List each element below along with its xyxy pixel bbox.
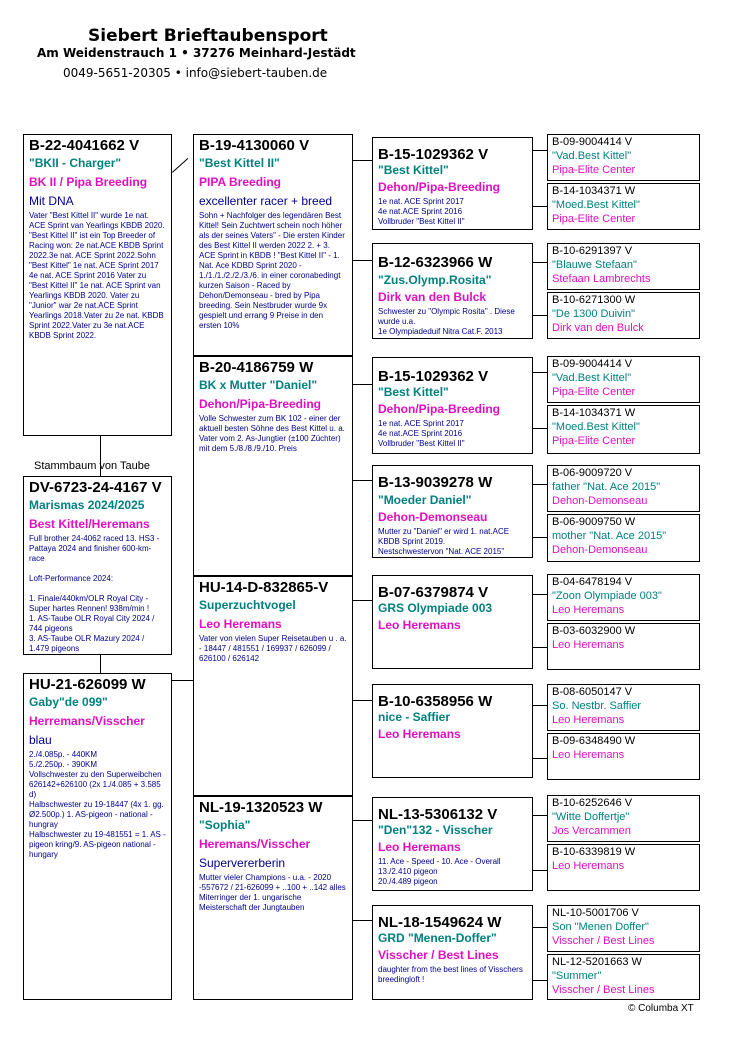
ring-number: B-07-6379874 V xyxy=(378,584,489,601)
ring-number: B-20-4186759 W xyxy=(199,359,314,376)
pigeon-info: Mutter vieler Champions - u.a. - 2020 -557672 / 21-626099 + ..100 + ..142 alles Miterringer der 1. ungarische Meisterschaft der Jungtauben xyxy=(199,873,346,912)
pigeon-name: "Vad.Best Kittel" xyxy=(552,150,632,162)
breeder-title: Siebert Brieftaubensport xyxy=(88,26,328,46)
breeder: Leo Heremans xyxy=(199,617,282,631)
breeder: Dehon/Pipa-Breeding xyxy=(199,397,322,411)
stammbaum-label: Stammbaum von Taube xyxy=(34,460,150,472)
extra-note: blau xyxy=(29,733,52,747)
pigeon-name: "Zus.Olymp.Rosita" xyxy=(378,273,492,287)
breeder-address: Am Weidenstrauch 1 • 37276 Meinhard-Jestädt xyxy=(37,46,356,60)
pigeon-card-mf xyxy=(193,576,353,796)
pigeon-name: "Vad.Best Kittel" xyxy=(552,372,632,384)
ring-number: B-10-6358956 W xyxy=(378,693,493,710)
breeder: Visscher / Best Lines xyxy=(552,935,655,947)
pigeon-name: "Summer" xyxy=(552,970,602,982)
breeder: Dirk van den Bulck xyxy=(552,322,644,334)
ring-number: HU-21-626099 W xyxy=(29,676,146,693)
breeder: Pipa-Elite Center xyxy=(552,213,636,225)
ring-number: B-13-9039278 W xyxy=(378,474,493,491)
breeder: Pipa-Elite Center xyxy=(552,435,636,447)
breeder: Leo Heremans xyxy=(552,749,625,761)
pigeon-card-g8 xyxy=(547,514,700,562)
pigeon-card-g7 xyxy=(547,465,700,512)
pigeon-card-g10 xyxy=(547,623,700,670)
pigeon-name: "Best Kittel" xyxy=(378,385,449,399)
pigeon-name: Superzuchtvogel xyxy=(199,598,296,612)
pigeon-name: Gaby"de 099" xyxy=(29,695,108,709)
pigeon-name: Marismas 2024/2025 xyxy=(29,498,145,512)
ring-number: B-14-1034371 W xyxy=(552,407,636,419)
ring-number: B-12-6323966 W xyxy=(378,254,493,271)
pigeon-card-mm xyxy=(193,796,353,1000)
breeder: Dirk van den Bulck xyxy=(378,290,487,304)
pigeon-info: Sohn + Nachfolger des legendären Best Kittel! Sein Zuchtwert schein noch höher als der seines Vaters" - Die ersten Kinder des Best Kittel II werden 2022 2. + 3. ACE Sprint in KBDB ! "Best Kittel II" - 1. Nat. Ace KDBD Sprint 2020 - 1./1./1./2./2./3./6. in einer coronabedingt kurzen Saison - Raced by Dehon/Demonseau - bred by Pipa breeding. Sein Nestbruder wurde 9x gespielt und errang 9 Preise in den ersten 10% xyxy=(199,211,345,330)
pigeon-name: "Blauwe Stefaan" xyxy=(552,259,637,271)
pigeon-card-g13 xyxy=(547,795,700,842)
pigeon-card-mmf xyxy=(372,797,533,891)
pigeon-name: "Sophia" xyxy=(199,818,251,832)
breeder: Dehon-Demonseau xyxy=(378,510,488,524)
pigeon-name: BK x Mutter "Daniel" xyxy=(199,378,318,392)
breeder: Visscher / Best Lines xyxy=(378,948,499,962)
pigeon-name: father "Nat. Ace 2015" xyxy=(552,481,661,493)
breeder: Herremans/Visscher xyxy=(29,714,145,728)
pigeon-name: So. Nestbr. Saffier xyxy=(552,700,642,712)
pigeon-card-g6 xyxy=(547,405,700,454)
ring-number: B-04-6478194 V xyxy=(552,576,633,588)
pigeon-name: "Moeder Daniel" xyxy=(378,493,472,507)
breeder: Dehon-Demonseau xyxy=(552,544,648,556)
ring-number: B-09-9004414 V xyxy=(552,358,633,370)
pigeon-name: "Witte Doffertje" xyxy=(552,811,630,823)
breeder-contact: 0049-5651-20305 • info@siebert-tauben.de xyxy=(63,66,328,80)
breeder: Visscher / Best Lines xyxy=(552,984,655,996)
breeder: Best Kittel/Heremans xyxy=(29,517,150,531)
pigeon-card-fmm xyxy=(372,465,533,558)
ring-number: B-08-6050147 V xyxy=(552,686,633,698)
ring-number: B-22-4041662 V xyxy=(29,137,140,154)
extra-note: excellenter racer + breed xyxy=(199,194,333,208)
ring-number: B-10-6291397 V xyxy=(552,245,633,257)
pigeon-info: 1e nat. ACE Sprint 2017 4e nat.ACE Sprint 2016 Vollbruder "Best Kittel II" xyxy=(378,197,465,226)
pigeon-info: Vater von vielen Super Reisetauben u . a. - 18447 / 481551 / 169937 / 626099 / 626100 / 626142 xyxy=(199,634,347,663)
ring-number: HU-14-D-832865-V xyxy=(199,579,329,596)
breeder: Stefaan Lambrechts xyxy=(552,273,651,285)
ring-number: NL-13-5306132 V xyxy=(378,806,498,823)
pigeon-info: 1e nat. ACE Sprint 2017 4e nat.ACE Sprint 2016 Vollbruder "Best Kittel II" xyxy=(378,419,465,448)
breeder: BK II / Pipa Breeding xyxy=(29,175,148,189)
pigeon-card-g12 xyxy=(547,733,700,780)
pigeon-name: "Moed.Best Kittel" xyxy=(552,199,640,211)
pigeon-info: Schwester zu "Olympic Rosita" . Diese wurde u.a. 1e Olympiadeduif Nitra Cat.F. 2013 xyxy=(378,307,515,336)
pigeon-name: "Moed.Best Kittel" xyxy=(552,421,640,433)
ring-number: B-19-4130060 V xyxy=(199,137,310,154)
pigeon-card-ffm xyxy=(372,243,533,339)
breeder: Pipa-Elite Center xyxy=(552,164,636,176)
copyright: © Columba XT xyxy=(628,1003,694,1014)
pigeon-info: daughter from the best lines of Visschers breedingloft ! xyxy=(378,965,523,984)
breeder: Leo Heremans xyxy=(378,840,461,854)
pigeon-name: GRS Olympiade 003 xyxy=(378,601,493,615)
pigeon-card-g2 xyxy=(547,183,700,230)
breeder: Dehon/Pipa-Breeding xyxy=(378,180,501,194)
ring-number: B-10-6339819 W xyxy=(552,846,636,858)
breeder: Dehon/Pipa-Breeding xyxy=(378,402,501,416)
pigeon-name: "BKII - Charger" xyxy=(29,156,122,170)
ring-number: NL-12-5201663 W xyxy=(552,956,642,968)
pigeon-name: "Den"132 - Visscher xyxy=(378,823,493,837)
breeder: Leo Heremans xyxy=(378,618,461,632)
pigeon-name: "Best Kittel II" xyxy=(199,156,280,170)
pigeon-card-mff xyxy=(372,575,533,669)
pigeon-info: Vater "Best Kittel II" wurde 1e nat. ACE Sprint van Yearlings KBDB 2020. "Best Kittel II" ist ein Top Breeder of Racing won: 2e nat.ACE KBDB Sprint 2022.3e nat. ACE Sprint 2022.Sohn "Best Kittel" 1e nat. ACE Sprint 2017 4e nat. ACE Sprint 2016 Vater zu "Best Kittel II" 1e nat. ACE Sprint van Yearlings KBDB 2020. Vater zu "Junior" war 2e nat.ACE Sprint Yearlings 2018.Vater zu 2e nat. KBDB Sprint 2022.Vater zu 3e nat.ACE KBDB Sprint 2022. xyxy=(29,211,165,340)
extra-note: Supervererberin xyxy=(199,856,286,870)
pigeon-card-g3 xyxy=(547,243,700,290)
pigeon-info: Full brother 24-4062 raced 13. HS3 - Pattaya 2024 and finisher 600-km-race Loft-Performance 2024: 1. Finale/440km/OLR Royal City - Super hartes Rennen! 938m/min ! 1. AS-Taube OLR Royal City 2024 / 744 pigeons 3. AS-Taube OLR Mazury 2024 / 1.479 pigeons xyxy=(29,534,160,653)
breeder: Dehon-Demonseau xyxy=(552,495,648,507)
ring-number: B-06-9009750 W xyxy=(552,516,636,528)
pigeon-card-g15 xyxy=(547,905,700,952)
ring-number: NL-10-5001706 V xyxy=(552,907,639,919)
pigeon-info: 11. Ace - Speed - 10. Ace - Overall 13./2.410 pigeon 20./4.489 pigeon xyxy=(378,857,501,886)
ring-number: B-09-6348490 W xyxy=(552,735,636,747)
ring-number: B-14-1034371 W xyxy=(552,185,636,197)
pigeon-card-g5 xyxy=(547,356,700,403)
ring-number: B-15-1029362 V xyxy=(378,368,489,385)
pigeon-name: "Zoon Olympiade 003" xyxy=(552,590,662,602)
pigeon-card-subject xyxy=(23,476,172,655)
pigeon-card-g11 xyxy=(547,684,700,731)
ring-number: B-09-9004414 V xyxy=(552,136,633,148)
ring-number: B-10-6252646 V xyxy=(552,797,633,809)
pigeon-card-fm xyxy=(193,356,353,576)
pigeon-card-fmf xyxy=(372,357,533,454)
pigeon-card-mmm xyxy=(372,905,533,1000)
ring-number: NL-18-1549624 W xyxy=(378,914,502,931)
pigeon-name: "De 1300 Duivin" xyxy=(552,308,636,320)
breeder: Leo Heremans xyxy=(552,639,625,651)
breeder: Leo Heremans xyxy=(552,860,625,872)
pigeon-card-fff xyxy=(372,137,533,230)
breeder: Pipa-Elite Center xyxy=(552,386,636,398)
ring-number: DV-6723-24-4167 V xyxy=(29,479,162,496)
pigeon-card-mother xyxy=(23,673,172,1000)
pigeon-card-g4 xyxy=(547,292,700,339)
breeder: Jos Vercammen xyxy=(552,825,631,837)
pigeon-name: "Best Kittel" xyxy=(378,163,449,177)
pigeon-info: 2./4.085p. - 440KM 5./2.250p. - 390KM Vollschwester zu den Superweibchen 626142+626100 (2x 1./4.085 + 3.585 d) Halbschwester zu 19-18447 (4x 1. gg. Ø2.500p.) 1. AS-pigeon - national - hungray Halbschwester zu 19-481551 = 1. AS -pigeon kring/9. AS-pigeon national - hungary xyxy=(29,750,166,859)
pigeon-name: mother "Nat. Ace 2015" xyxy=(552,530,667,542)
pigeon-info: Mutter zu "Daniel" er wird 1. nat.ACE KBDB Sprint 2019. Nestschwestervon "Nat. ACE 2015" xyxy=(378,527,510,556)
breeder: Leo Heremans xyxy=(378,727,461,741)
pigeon-card-ff xyxy=(193,134,353,356)
ring-number: B-06-9009720 V xyxy=(552,467,633,479)
ring-number: B-03-6032900 W xyxy=(552,625,636,637)
pigeon-card-father xyxy=(23,134,172,436)
pigeon-name: GRD "Menen-Doffer" xyxy=(378,931,497,945)
breeder: Leo Heremans xyxy=(552,604,625,616)
pigeon-card-g14 xyxy=(547,844,700,891)
pigeon-name: nice - Saffier xyxy=(378,710,451,724)
breeder: Leo Heremans xyxy=(552,714,625,726)
pigeon-card-g9 xyxy=(547,574,700,621)
breeder: Heremans/Visscher xyxy=(199,837,311,851)
pigeon-card-g1 xyxy=(547,134,700,181)
ring-number: B-15-1029362 V xyxy=(378,146,489,163)
pigeon-card-g16 xyxy=(547,954,700,1000)
pigeon-name: Son "Menen Doffer" xyxy=(552,921,649,933)
breeder: PIPA Breeding xyxy=(199,175,282,189)
extra-note: Mit DNA xyxy=(29,194,74,208)
pigeon-card-mfm xyxy=(372,684,533,778)
ring-number: NL-19-1320523 W xyxy=(199,799,323,816)
ring-number: B-10-6271300 W xyxy=(552,294,636,306)
pigeon-info: Volle Schwester zum BK 102 - einer der aktuell besten Söhne des Best Kittel u. a. Vater vom 2. As-Jungtier (±100 Züchter) mit dem 5./8./8./9./10. Preis xyxy=(199,414,345,453)
